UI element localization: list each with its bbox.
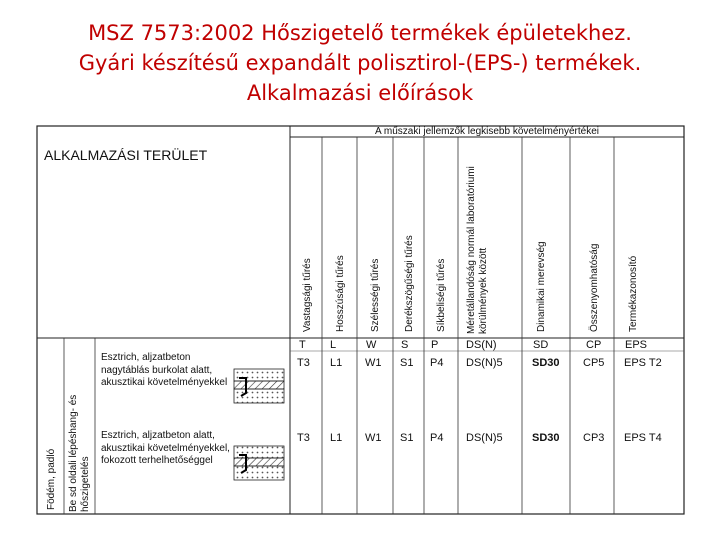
code-squareness: S — [401, 339, 409, 351]
r1-squareness: S1 — [400, 357, 414, 369]
r2-thickness: T3 — [297, 432, 310, 444]
r1-width: W1 — [365, 357, 382, 369]
r2-dynamic-stiffness: SD30 — [532, 432, 560, 444]
col-header-squareness: Derékszögűségi tűrés — [404, 235, 415, 332]
group-header: A műszaki jellemzők legkisebb követelményértékei — [375, 126, 599, 137]
col-header-product-code: Termékazonosító — [628, 255, 639, 332]
r1-flatness: P4 — [430, 357, 444, 369]
code-dynamic-stiffness: SD — [533, 339, 549, 351]
title-line-2: Gyári készítésű expandált polisztirol-(EPS-) termékek. — [78, 51, 642, 75]
code-flatness: P — [431, 339, 439, 351]
r2-compressibility: CP3 — [583, 432, 605, 444]
row-2-description: Esztrich, aljzatbeton alatt, akusztikai követelményekkel, fokozott terhelhetőséggel — [101, 430, 230, 466]
column-headers — [302, 139, 639, 334]
col-header-length: Hosszúsági tűrés — [335, 255, 346, 332]
col-header-width: Szélességi tűrés — [370, 258, 381, 332]
col-header-dimensional-stability: Méretállandóság normál laboratóriumi körülmények között — [466, 166, 489, 334]
left-label-insulation: Be sd oldali lépéshang- és hőszigetelés — [68, 394, 91, 512]
table-row-1 — [297, 357, 662, 369]
left-label-floor: Födém, padló — [46, 448, 57, 510]
code-compressibility: CP — [586, 339, 602, 351]
table-row-2 — [297, 432, 662, 444]
r2-length: L1 — [330, 432, 343, 444]
row-1-description: Esztrich, aljzatbeton nagytáblás burkolat alatt, akusztikai követelményekkel — [101, 352, 228, 388]
code-product: EPS — [625, 339, 648, 351]
column-codes — [299, 339, 647, 351]
layer-diagram-1 — [234, 369, 284, 403]
r1-compressibility: CP5 — [583, 357, 605, 369]
r1-product: EPS T2 — [624, 357, 662, 369]
code-length: L — [330, 339, 337, 351]
r1-length: L1 — [330, 357, 343, 369]
code-width: W — [366, 339, 377, 351]
r2-dimensional-stability: DS(N)5 — [466, 432, 503, 444]
r2-width: W1 — [365, 432, 382, 444]
r2-squareness: S1 — [400, 432, 414, 444]
title-line-3: Alkalmazási előírások — [246, 81, 474, 105]
r1-dynamic-stiffness: SD30 — [532, 357, 560, 369]
r1-dimensional-stability: DS(N)5 — [466, 357, 503, 369]
code-thickness: T — [299, 339, 306, 351]
r2-product: EPS T4 — [624, 432, 662, 444]
title-line-1: MSZ 7573:2002 Hőszigetelő termékek épületekhez. — [88, 21, 632, 45]
col-header-flatness: Síkbeliségi tűrés — [436, 258, 447, 332]
r1-thickness: T3 — [297, 357, 310, 369]
r2-flatness: P4 — [430, 432, 444, 444]
col-header-dynamic-stiffness: Dinamikai merevség — [536, 241, 547, 332]
col-header-thickness: Vastagsági tűrés — [302, 258, 313, 332]
code-dimensional-stability: DS(N) — [466, 339, 497, 351]
col-header-compressibility: Összenyomhatóság — [589, 243, 600, 332]
layer-diagram-2 — [234, 446, 284, 480]
area-header: ALKALMAZÁSI TERÜLET — [44, 147, 208, 163]
